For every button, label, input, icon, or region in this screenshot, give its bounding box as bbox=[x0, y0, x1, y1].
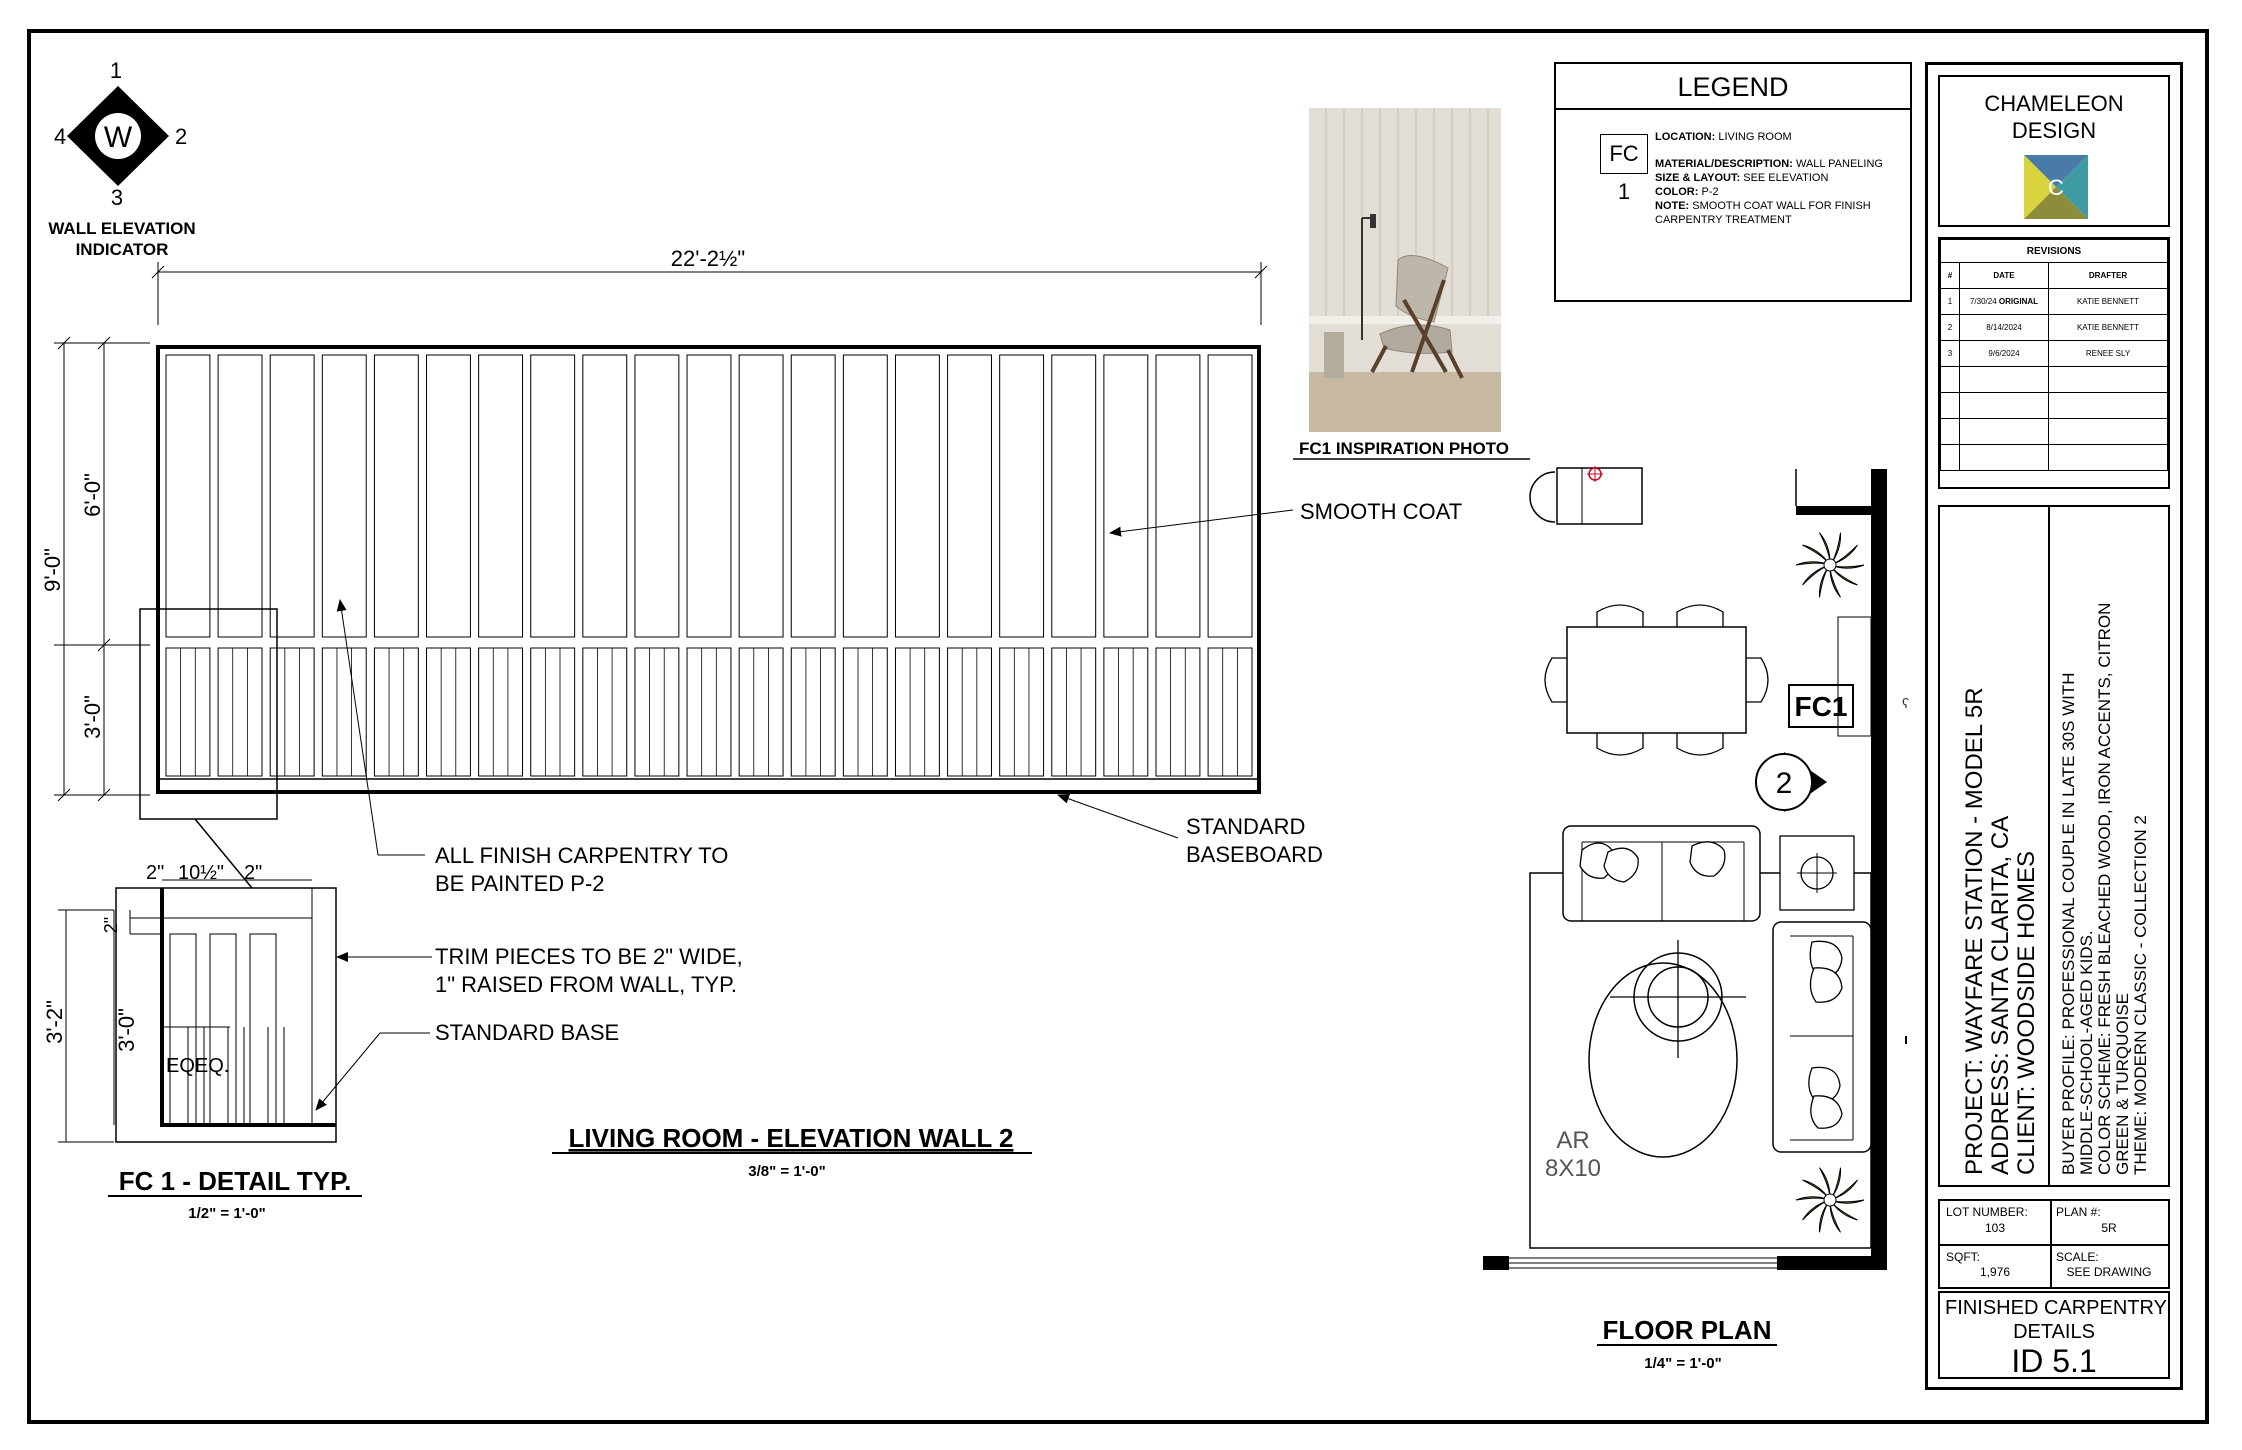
legend-details: LOCATION: LIVING ROOM MATERIAL/DESCRIPTION: WALL PANELING SIZE & LAYOUT: SEE ELEVATION COLOR: P-2 NOTE: SMOOTH COAT WALL FOR FINISH CARPENTRY TREATMENT bbox=[1655, 131, 1883, 226]
floor-plan bbox=[1483, 466, 1909, 1270]
upper-panel bbox=[791, 355, 835, 637]
plan-scale: 1/4" = 1'-0" bbox=[1644, 1355, 1722, 1372]
plan-rug-2: 8X10 bbox=[1544, 1155, 1602, 1182]
detail-dimensions bbox=[58, 880, 312, 1142]
upper-panel bbox=[531, 355, 575, 637]
lower-panel bbox=[531, 648, 575, 776]
note-smooth-coat: SMOOTH COAT bbox=[1300, 499, 1463, 524]
company-logo bbox=[2024, 155, 2088, 219]
photo-caption: FC1 INSPIRATION PHOTO bbox=[1298, 439, 1510, 458]
indicator-letter: W bbox=[103, 121, 133, 154]
elevation-width-dimension bbox=[152, 262, 1267, 325]
upper-panel bbox=[427, 355, 471, 637]
upper-panel bbox=[1208, 355, 1252, 637]
lower-panel bbox=[1000, 648, 1044, 776]
lot-info-box bbox=[1938, 1199, 2170, 1289]
color-scheme-1: COLOR SCHEME: FRESH BLEACHED WOOD, IRON ACCENTS, CITRON bbox=[2095, 602, 2114, 1175]
sheet-title-2: DETAILS bbox=[2013, 1321, 2095, 1343]
project-info-box bbox=[1938, 505, 2170, 1187]
upper-panel bbox=[166, 355, 210, 637]
elevation-height-lower: 3'-0" bbox=[80, 695, 105, 739]
company-name-2: DESIGN bbox=[2011, 118, 2097, 143]
legend-material: WALL PANELING bbox=[1795, 158, 1883, 170]
plan-fc-tag: FC1 bbox=[1794, 691, 1848, 722]
elevation-title: LIVING ROOM - ELEVATION WALL 2 bbox=[568, 1123, 1014, 1153]
lower-panel bbox=[843, 648, 887, 776]
lower-panel bbox=[1156, 648, 1200, 776]
lower-panel bbox=[1208, 648, 1252, 776]
color-scheme-2: GREEN & TURQUOISE bbox=[2113, 993, 2132, 1175]
sheet-title-box bbox=[1938, 1291, 2170, 1379]
indicator-label-1: WALL ELEVATION bbox=[48, 219, 196, 238]
lot-label: LOT NUMBER: bbox=[1946, 1205, 2028, 1219]
theme: THEME: MODERN CLASSIC - COLLECTION 2 bbox=[2131, 815, 2150, 1175]
company-box bbox=[1938, 75, 2170, 227]
lower-panel bbox=[635, 648, 679, 776]
detail-drawing bbox=[116, 888, 336, 1142]
inspiration-photo bbox=[1309, 108, 1501, 432]
note-baseboard-1: STANDARD bbox=[1186, 814, 1306, 839]
legend-color: P-2 bbox=[1701, 186, 1719, 198]
revision-row: 2 8/14/2024 KATIE BENNETT bbox=[1941, 315, 2168, 341]
plan-value: 5R bbox=[2101, 1221, 2117, 1235]
scale-label: SCALE: bbox=[2056, 1250, 2099, 1264]
elevation-scale: 3/8" = 1'-0" bbox=[748, 1163, 826, 1180]
plant-top bbox=[1796, 533, 1864, 598]
upper-panel bbox=[583, 355, 627, 637]
sqft-value: 1,976 bbox=[1979, 1265, 2011, 1279]
lot-value: 103 bbox=[1984, 1221, 2006, 1235]
lower-panel bbox=[791, 648, 835, 776]
revision-row: 1 7/30/24 ORIGINAL KATIE BENNETT bbox=[1941, 289, 2168, 315]
sheet-number: ID 5.1 bbox=[2011, 1343, 2097, 1379]
buyer-profile-2: MIDDLE-SCHOOL-AGED KIDS. bbox=[2077, 930, 2096, 1175]
note-base: STANDARD BASE bbox=[435, 1020, 620, 1045]
upper-panel bbox=[479, 355, 523, 637]
upper-panel bbox=[270, 355, 314, 637]
project-name: PROJECT: WAYFARE STATION - MODEL 5R bbox=[1961, 687, 1988, 1175]
note-baseboard-2: BASEBOARD bbox=[1186, 842, 1323, 867]
lower-panels bbox=[166, 648, 1252, 776]
indicator-label-2: INDICATOR bbox=[75, 240, 169, 259]
lower-panel bbox=[374, 648, 418, 776]
upper-panel bbox=[322, 355, 366, 637]
note-trim-2: 1" RAISED FROM WALL, TYP. bbox=[435, 972, 738, 997]
detail-dim-top-v: 2" bbox=[101, 916, 121, 934]
indicator-num-top: 1 bbox=[109, 58, 123, 83]
indicator-num-bottom: 3 bbox=[110, 185, 124, 210]
scale-value: SEE DRAWING bbox=[2066, 1265, 2152, 1279]
note-paint-1: ALL FINISH CARPENTRY TO bbox=[435, 843, 729, 868]
detail-dim-left: 2" bbox=[146, 862, 165, 884]
revision-row: 3 9/6/2024 RENEE SLY bbox=[1941, 341, 2168, 367]
title-block bbox=[1925, 62, 2183, 1390]
detail-callout-box bbox=[140, 609, 277, 819]
upper-panel bbox=[1156, 355, 1200, 637]
lower-panel bbox=[687, 648, 731, 776]
plan-title: FLOOR PLAN bbox=[1602, 1315, 1772, 1345]
lower-panel bbox=[1052, 648, 1096, 776]
upper-panel bbox=[374, 355, 418, 637]
elevation-height-upper: 6'-0" bbox=[80, 473, 105, 517]
upper-panel bbox=[843, 355, 887, 637]
upper-panel bbox=[948, 355, 992, 637]
detail-height-inner: 3'-0" bbox=[114, 1008, 139, 1052]
revisions-table: REVISIONS # DATE DRAFTER 1 7/30/24 ORIGINAL KATIE BENNETT 2 8/14/2024 KATIE BENNETT 3 9/6/2024 RENEE SLY bbox=[1940, 239, 2168, 471]
upper-panel bbox=[218, 355, 262, 637]
project-info-text bbox=[1940, 507, 2168, 1185]
project-address: ADDRESS: SANTA CLARITA, CA bbox=[1987, 815, 2014, 1175]
upper-panel bbox=[739, 355, 783, 637]
lower-panel bbox=[322, 648, 366, 776]
lower-panel bbox=[739, 648, 783, 776]
legend-tag: FC 1 bbox=[1600, 134, 1648, 174]
svg-text:ʕ: ʕ bbox=[1902, 695, 1909, 711]
revisions-box bbox=[1938, 237, 2170, 489]
detail-dim-mid: 10½" bbox=[178, 862, 225, 884]
detail-title: FC 1 - DETAIL TYP. bbox=[118, 1166, 352, 1196]
plant-bottom bbox=[1796, 1168, 1864, 1233]
upper-panels bbox=[166, 355, 1252, 637]
legend-note: SMOOTH COAT WALL FOR FINISH CARPENTRY TREATMENT bbox=[1655, 200, 1871, 226]
upper-panel bbox=[635, 355, 679, 637]
plan-rug-1: AR bbox=[1556, 1127, 1590, 1154]
lower-panel bbox=[948, 648, 992, 776]
indicator-num-left: 4 bbox=[54, 124, 67, 149]
detail-height-outer: 3'-2" bbox=[42, 1000, 67, 1044]
detail-eq-label: EQEQ. bbox=[166, 1055, 230, 1077]
legend-location: LIVING ROOM bbox=[1718, 131, 1792, 143]
svg-text:C: C bbox=[2048, 175, 2064, 200]
company-name-1: CHAMELEON bbox=[1984, 91, 2124, 116]
lower-panel bbox=[218, 648, 262, 776]
detail-scale: 1/2" = 1'-0" bbox=[188, 1205, 266, 1222]
elevation-height-total: 9'-0" bbox=[40, 548, 65, 592]
note-paint-2: BE PAINTED P-2 bbox=[435, 871, 605, 896]
lower-panel bbox=[427, 648, 471, 776]
lower-slats bbox=[181, 648, 1238, 776]
plan-elevation-marker: 2 bbox=[1775, 767, 1793, 800]
detail-dim-right: 2" bbox=[244, 862, 263, 884]
elevation-width-label: 22'-2½" bbox=[670, 246, 746, 271]
project-client: CLIENT: WOODSIDE HOMES bbox=[2013, 850, 2040, 1175]
elevation-wall bbox=[158, 347, 1259, 792]
legend-title: LEGEND bbox=[1556, 64, 1910, 110]
lower-panel bbox=[895, 648, 939, 776]
upper-panel bbox=[1000, 355, 1044, 637]
upper-panel bbox=[1104, 355, 1148, 637]
indicator-num-right: 2 bbox=[175, 124, 188, 149]
lower-panel bbox=[166, 648, 210, 776]
lower-panel bbox=[1104, 648, 1148, 776]
upper-panel bbox=[895, 355, 939, 637]
lower-panel bbox=[479, 648, 523, 776]
plan-label: PLAN #: bbox=[2056, 1205, 2101, 1219]
legend-size: SEE ELEVATION bbox=[1743, 172, 1829, 184]
upper-panel bbox=[687, 355, 731, 637]
sqft-label: SQFT: bbox=[1946, 1250, 1981, 1264]
upper-panel bbox=[1052, 355, 1096, 637]
legend-box bbox=[1554, 62, 1912, 302]
sheet-title-1: FINISHED CARPENTRY bbox=[1945, 1297, 2167, 1319]
buyer-profile-1: BUYER PROFILE: PROFESSIONAL COUPLE IN LATE 30S WITH bbox=[2059, 672, 2078, 1175]
note-trim-1: TRIM PIECES TO BE 2" WIDE, bbox=[435, 944, 743, 969]
lower-panel bbox=[583, 648, 627, 776]
wall-elevation-indicator bbox=[48, 58, 195, 259]
